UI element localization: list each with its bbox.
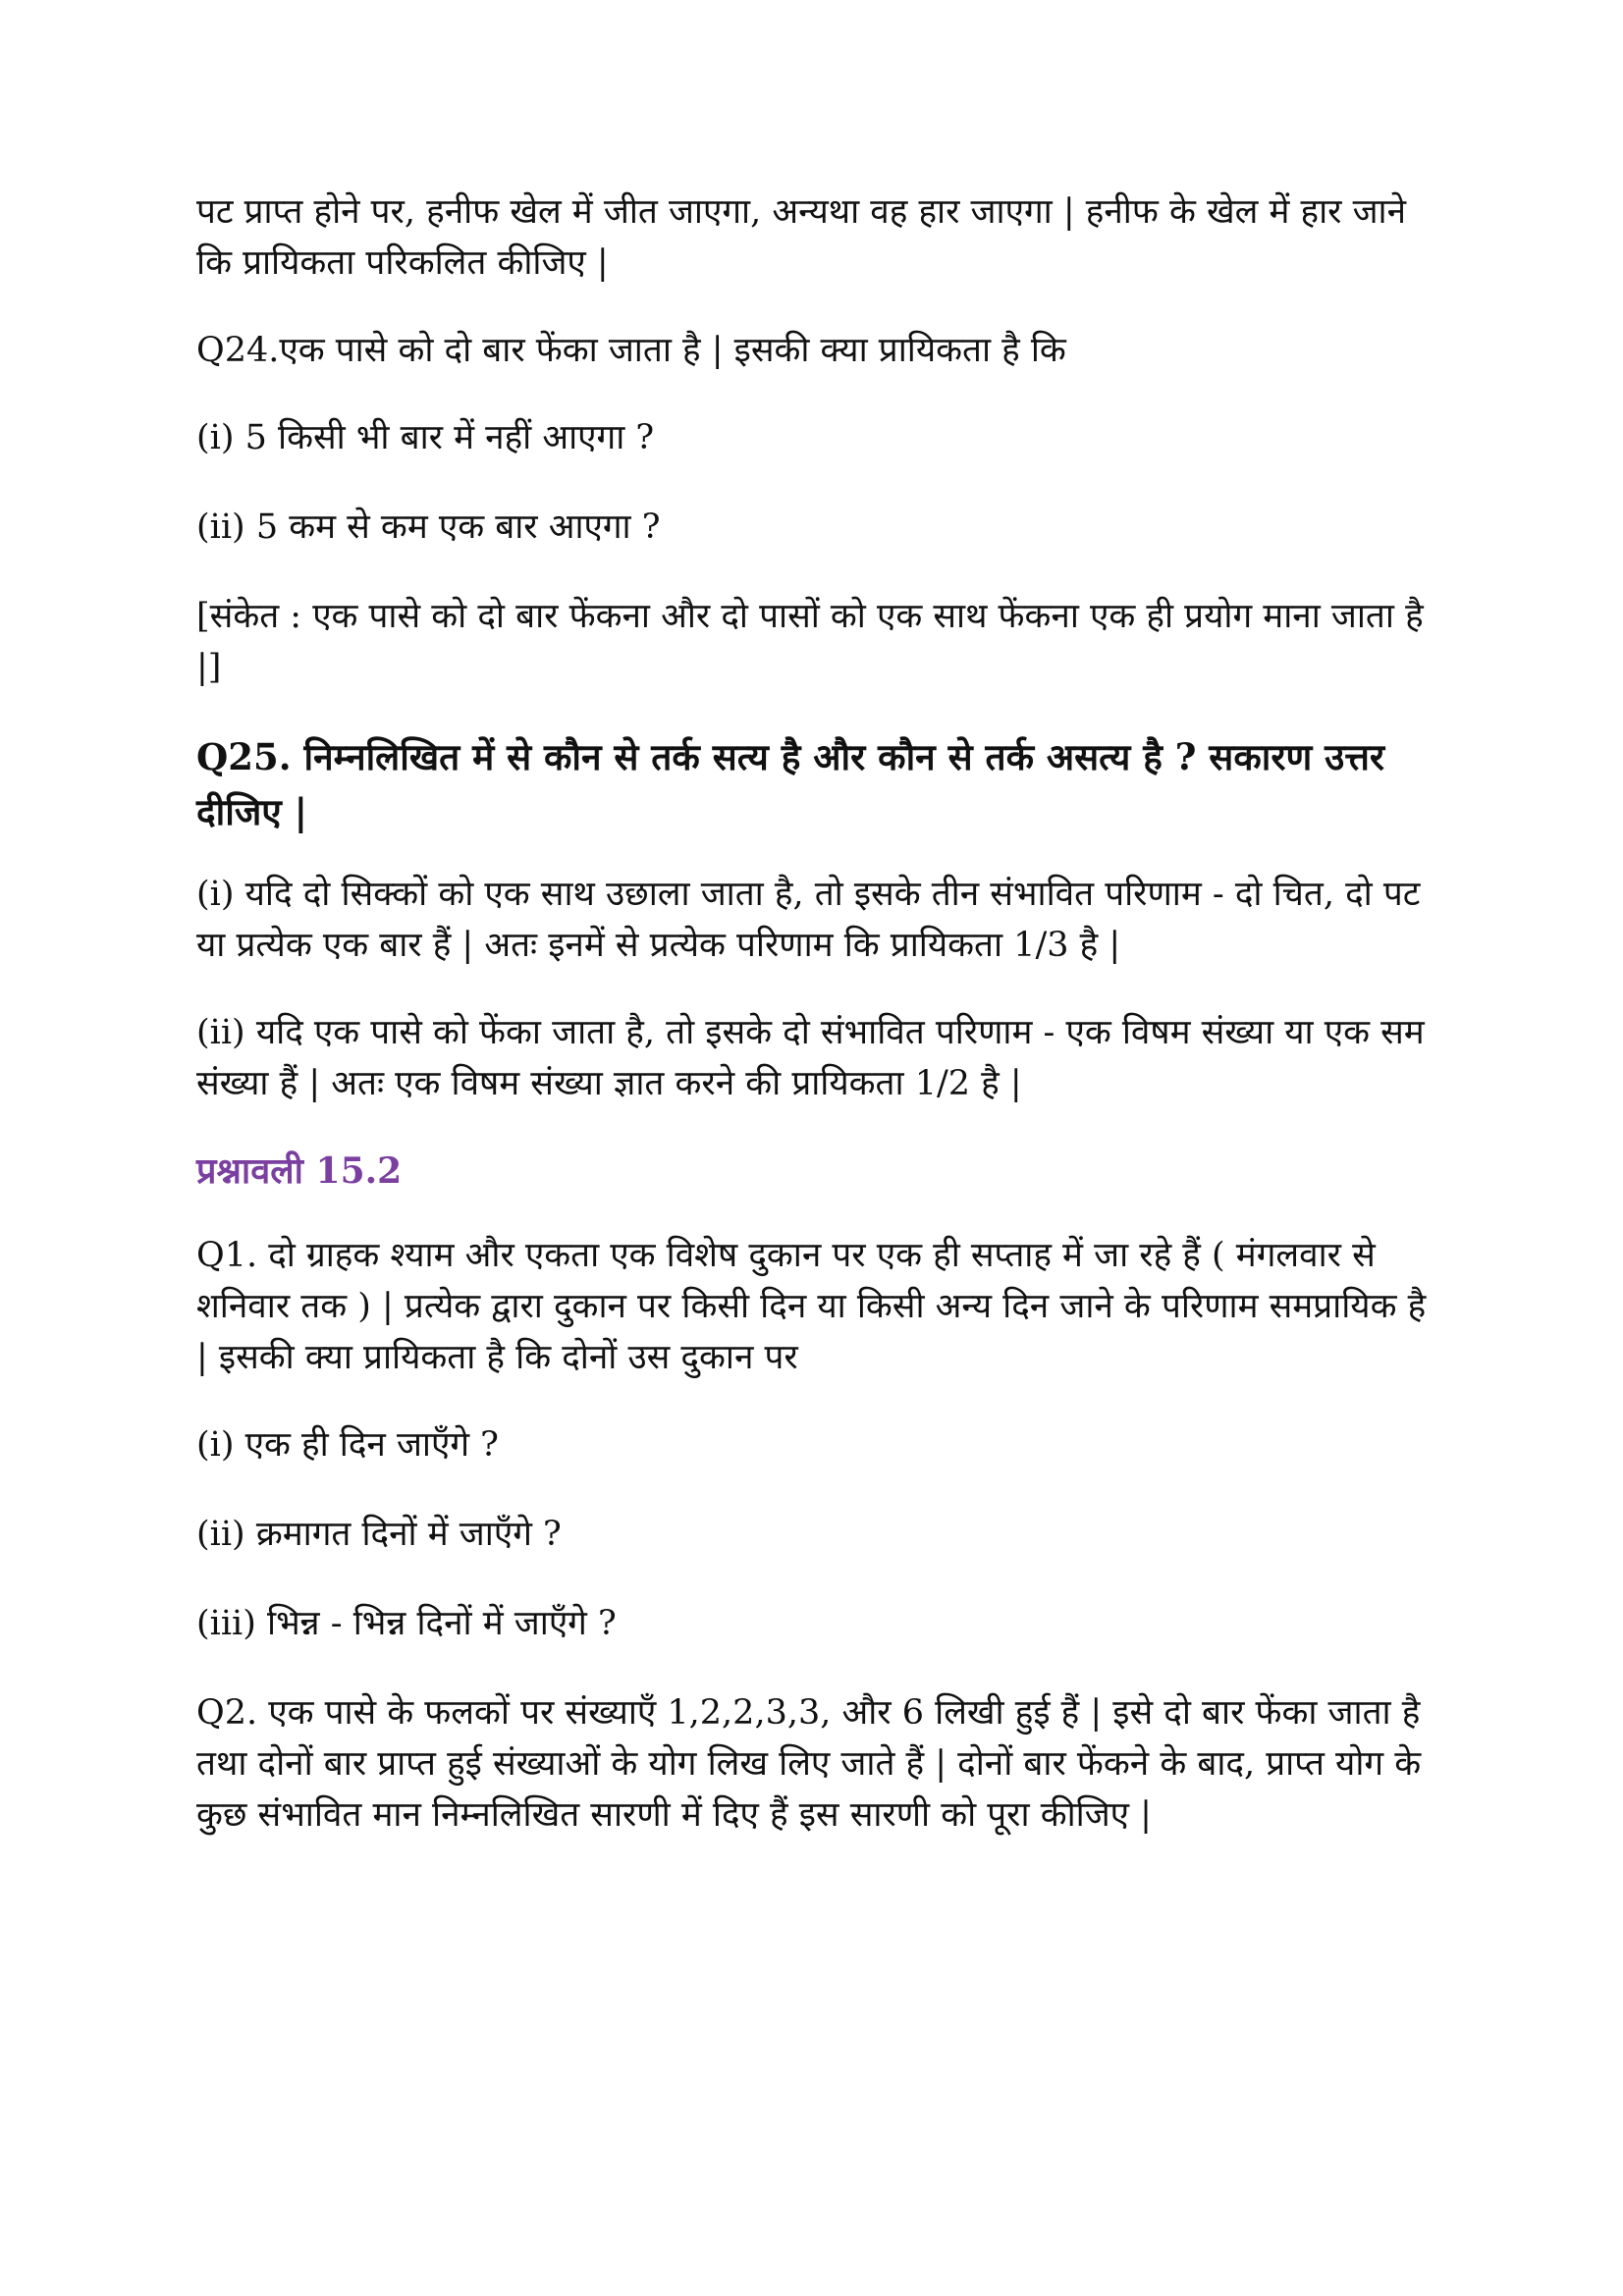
- question-q1: Q1. दो ग्राहक श्याम और एकता एक विशेष दुकान पर एक ही सप्ताह में जा रहे हैं ( मंगलवार से शनिवार तक ) | प्रत्येक द्वारा दुकान पर किसी दिन या किसी अन्य दिन जाने के परिणाम समप्रायिक है | इसकी क्या प्रायिकता है कि दोनों उस दुकान पर: [196, 1236, 1427, 1377]
- document-page: [196, 187, 1443, 1877]
- q24-option-ii: (ii) 5 कम से कम एक बार आएगा ?: [196, 507, 661, 547]
- q25-option-i: (i) यदि दो सिक्कों को एक साथ उछाला जाता है, तो इसके तीन संभावित परिणाम - दो चित, दो पट या प्रत्येक एक बार हैं | अतः इनमें से प्रत्येक परिणाम कि प्रायिकता 1/3 है |: [196, 875, 1421, 965]
- question-q25: Q25. निम्नलिखित में से कौन से तर्क सत्य है और कौन से तर्क असत्य है ? सकारण उत्तर दीजिए |: [196, 735, 1385, 833]
- q1-option-i: (i) एक ही दिन जाएँगे ?: [196, 1425, 499, 1465]
- paragraph-q23-continuation: पट प्राप्त होने पर, हनीफ खेल में जीत जाएगा, अन्यथा वह हार जाएगा | हनीफ के खेल में हार जाने कि प्रायिकता परिकलित कीजिए |: [196, 192, 1407, 283]
- q24-hint: [संकेत : एक पासे को दो बार फेंकना और दो पासों को एक साथ फेंकना एक ही प्रयोग माना जाता है |]: [196, 597, 1424, 687]
- question-q24: Q24.एक पासे को दो बार फेंका जाता है | इसकी क्या प्रायिकता है कि: [196, 331, 1066, 370]
- question-q2: Q2. एक पासे के फलकों पर संख्याएँ 1,2,2,3,3, और 6 लिखी हुई हैं | इसे दो बार फेंका जाता है तथा दोनों बार प्राप्त हुई संख्याओं के योग लिख लिए जाते हैं | दोनों बार फेंकने के बाद, प्राप्त योग के कुछ संभावित मान निम्नलिखित सारणी में दिए हैं इस सारणी को पूरा कीजिए |: [196, 1693, 1422, 1835]
- q1-option-iii: (iii) भिन्न - भिन्न दिनों में जाएँगे ?: [196, 1604, 617, 1643]
- section-heading: प्रश्नावली 15.2: [196, 1150, 403, 1192]
- q1-option-ii: (ii) क्रमागत दिनों में जाएँगे ?: [196, 1515, 562, 1554]
- q25-option-ii: (ii) यदि एक पासे को फेंका जाता है, तो इसके दो संभावित परिणाम - एक विषम संख्या या एक सम संख्या हैं | अतः एक विषम संख्या ज्ञात करने की प्रायिकता 1/2 है |: [196, 1013, 1425, 1103]
- q24-option-i: (i) 5 किसी भी बार में नहीं आएगा ?: [196, 418, 655, 457]
